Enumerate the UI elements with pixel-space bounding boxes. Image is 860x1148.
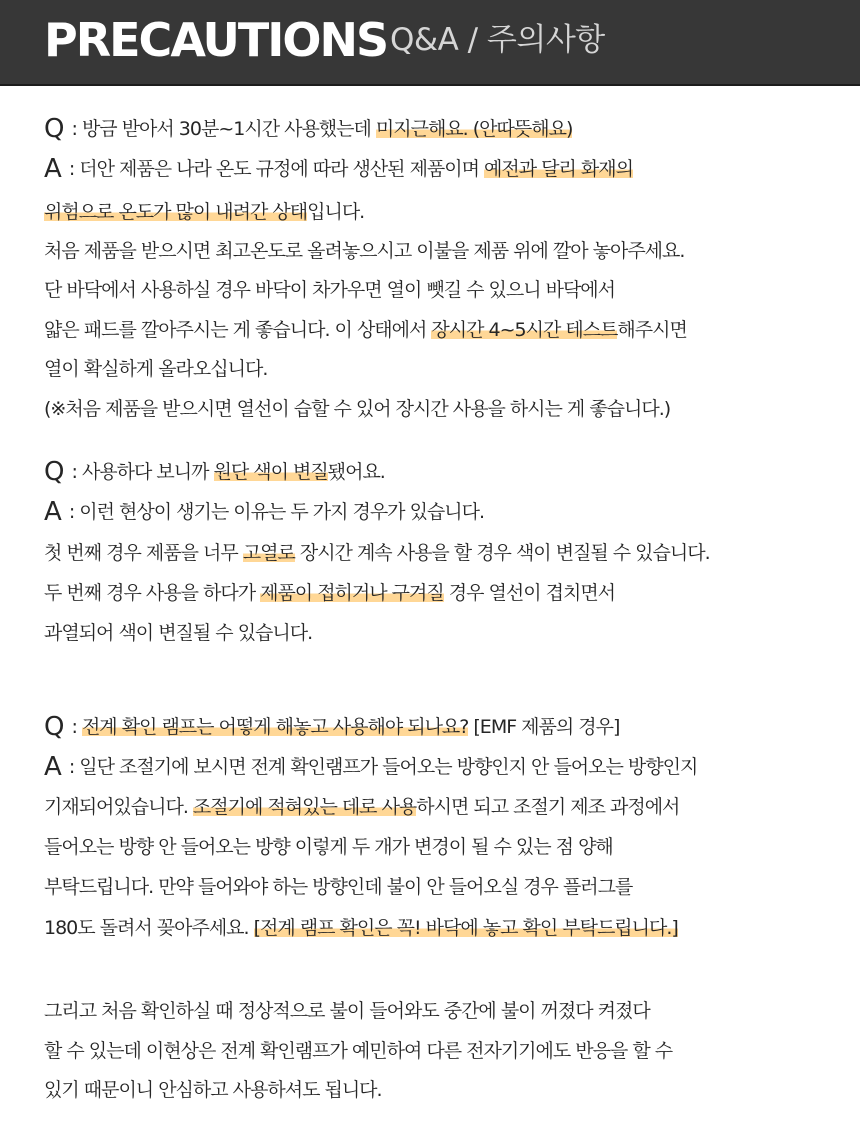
s2-q-highlight: 원단 색이 변질 xyxy=(213,461,328,483)
s1-a2-highlight: 위험으로 온도가 많이 내려간 상태 xyxy=(44,201,308,223)
a-letter: A xyxy=(44,154,62,184)
s3-a1-text: : 일단 조절기에 보시면 전계 확인램프가 들어오는 방향인지 안 들어오는 방향인지 xyxy=(63,756,698,778)
s3-answer-line-4: 부탁드립니다. 만약 들어와야 하는 방향인데 불이 안 들어오실 경우 플러그를 xyxy=(44,876,633,898)
s1-answer-line-5 xyxy=(44,316,687,344)
s3-answer-line-5 xyxy=(44,914,678,942)
s2-a2-tail: 장시간 계속 사용을 할 경우 색이 변질될 수 있습니다. xyxy=(294,542,710,564)
s3-question xyxy=(44,713,619,741)
s2-answer-line-2 xyxy=(44,539,710,567)
header-title: PRECAUTIONS xyxy=(44,13,388,67)
s3-answer-line-1 xyxy=(44,753,697,781)
s3-a5-highlight: [전계 램프 확인은 꼭! 바닥에 놓고 확인 부탁드립니다.] xyxy=(253,917,678,939)
page-header xyxy=(0,0,860,86)
s2-a1-text: : 이런 현상이 생기는 이유는 두 가지 경우가 있습니다. xyxy=(63,501,485,523)
s2-answer-line-3 xyxy=(44,579,615,607)
s1-a1-text: : 더안 제품은 나라 온도 규정에 따라 생산된 제품이며 xyxy=(63,158,485,180)
s3-q-tail: [EMF 제품의 경우] xyxy=(468,716,620,738)
s3-q-highlight: 전계 확인 램프는 어떻게 해놓고 사용해야 되나요? xyxy=(81,716,469,738)
s1-q-text: : 방금 받아서 30분~1시간 사용했는데 xyxy=(66,118,376,140)
s1-a1-highlight: 예전과 달리 화재의 xyxy=(484,158,633,180)
s2-q-tail: 됐어요. xyxy=(327,461,385,483)
s4-line-2: 할 수 있는데 이현상은 전계 확인램프가 예민하여 다른 전자기기에도 반응을 할 수 xyxy=(44,1040,673,1062)
s1-a5-highlight: 장시간 4~5시간 테스트 xyxy=(431,319,618,341)
s3-a2-text: 기재되어있습니다. xyxy=(44,796,193,818)
s2-answer-line-4: 과열되어 색이 변질될 수 있습니다. xyxy=(44,622,313,644)
s2-answer-line-1 xyxy=(44,498,484,526)
s3-q-text: : xyxy=(66,716,82,738)
s2-a3-highlight: 제품이 접히거나 구겨질 xyxy=(260,582,444,604)
s1-a5-tail: 해주시면 xyxy=(617,319,687,341)
s2-question xyxy=(44,458,385,486)
header-subtitle: Q&A / 주의사항 xyxy=(390,22,605,58)
s3-a2-tail: 하시면 되고 조절기 제조 과정에서 xyxy=(416,796,680,818)
s4-line-3: 있기 때문이니 안심하고 사용하셔도 됩니다. xyxy=(44,1079,382,1101)
s4-line-1: 그리고 처음 확인하실 때 정상적으로 불이 들어와도 중간에 불이 꺼졌다 켜졌다 xyxy=(44,1000,650,1022)
s2-a2-text: 첫 번째 경우 제품을 너무 xyxy=(44,542,243,564)
s1-answer-note: (※처음 제품을 받으시면 열선이 습할 수 있어 장시간 사용을 하시는 게 좋습니다.) xyxy=(44,398,671,420)
q-letter: Q xyxy=(44,457,65,487)
s3-answer-line-2 xyxy=(44,793,679,821)
s3-answer-line-3: 들어오는 방향 안 들어오는 방향 이렇게 두 개가 변경이 될 수 있는 점 양해 xyxy=(44,836,613,858)
s1-question xyxy=(44,115,572,143)
s2-a3-text: 두 번째 경우 사용을 하다가 xyxy=(44,582,261,604)
s1-answer-line-2 xyxy=(44,198,364,226)
q-letter: Q xyxy=(44,712,65,742)
s1-answer-line-4: 단 바닥에서 사용하실 경우 바닥이 차가우면 열이 뺏길 수 있으니 바닥에서 xyxy=(44,279,616,301)
s1-a2-text: 입니다. xyxy=(307,201,365,223)
s2-q-text: : 사용하다 보니까 xyxy=(66,461,214,483)
s1-answer-line-1 xyxy=(44,155,633,183)
a-letter: A xyxy=(44,752,62,782)
s3-a5-text: 180도 돌려서 꽂아주세요. xyxy=(44,917,254,939)
s3-a2-highlight: 조절기에 적혀있는 데로 사용 xyxy=(192,796,417,818)
s1-q-highlight: 미지근해요. (안따뜻해요) xyxy=(375,118,573,140)
q-letter: Q xyxy=(44,114,65,144)
s1-answer-line-6: 열이 확실하게 올라오십니다. xyxy=(44,358,268,380)
s2-a2-highlight: 고열로 xyxy=(242,542,295,564)
s1-a5-text: 얇은 패드를 깔아주시는 게 좋습니다. 이 상태에서 xyxy=(44,319,432,341)
s1-answer-line-3: 처음 제품을 받으시면 최고온도로 올려놓으시고 이불을 제품 위에 깔아 놓아주세요. xyxy=(44,240,685,262)
a-letter: A xyxy=(44,497,62,527)
s2-a3-tail: 경우 열선이 겹치면서 xyxy=(443,582,616,604)
